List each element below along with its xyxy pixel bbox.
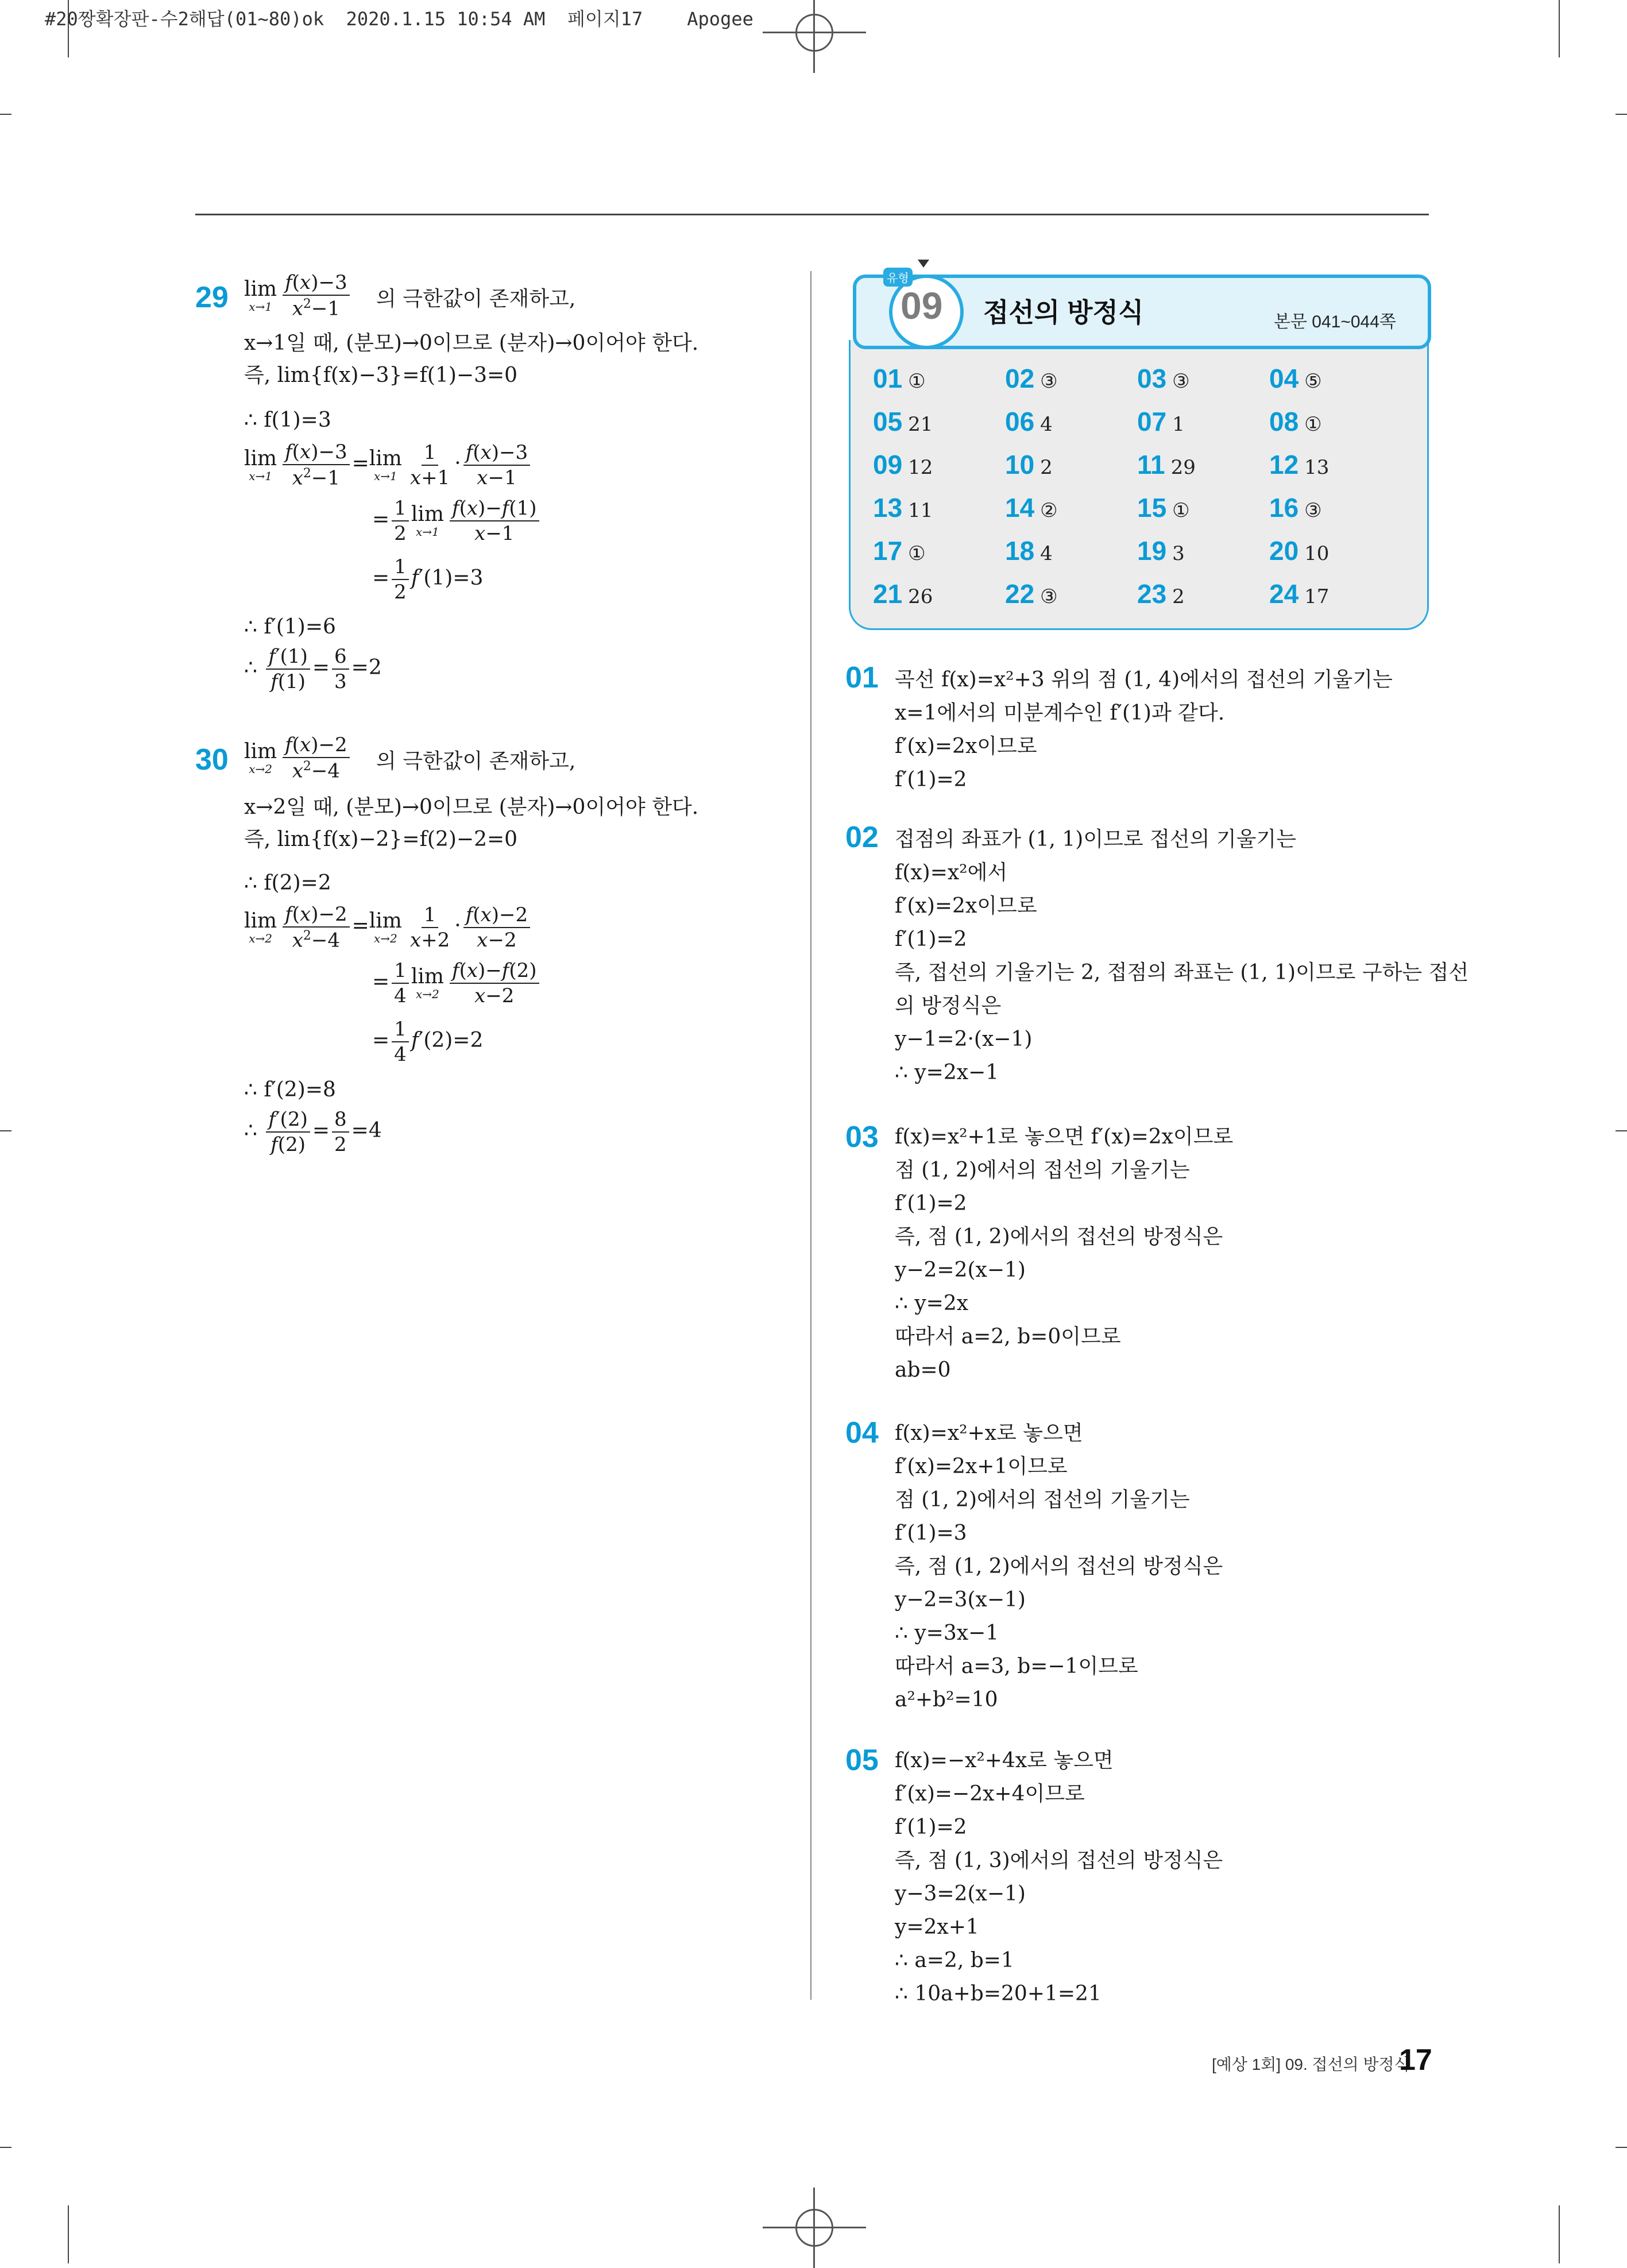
solution-line: ∴ y=2x−1	[895, 1061, 999, 1084]
column-divider	[810, 271, 811, 2000]
pin-icon	[918, 260, 929, 268]
problem-number: 29	[195, 281, 229, 314]
answer-item: 04 ⑤	[1269, 364, 1322, 393]
solution-line: 곡선 f(x)=x²+3 위의 점 (1, 4)에서의 접선의 기울기는	[895, 668, 1393, 691]
answer-item: 22 ③	[1005, 579, 1058, 609]
solution-line: ∴ f(1)=3	[244, 408, 331, 432]
print-slug: #20짱확장판-수2해답(01~80)ok 2020.1.15 10:54 AM 페이지17 Apogee	[45, 8, 753, 30]
solution-line: 즉, 점 (1, 2)에서의 접선의 방정식은	[895, 1555, 1223, 1578]
answer-item: 07 1	[1137, 407, 1185, 436]
solution-line: ∴ y=3x−1	[895, 1621, 999, 1645]
solution-line: y−2=2(x−1)	[895, 1258, 1026, 1282]
crop-mark	[0, 2147, 11, 2148]
solution-line: 즉, 점 (1, 2)에서의 접선의 방정식은	[895, 1225, 1223, 1249]
section-title: 접선의 방정식	[983, 297, 1144, 327]
solution-line: 점 (1, 2)에서의 접선의 기울기는	[895, 1158, 1190, 1182]
solution-line: f′(x)=2x이므로	[895, 894, 1037, 918]
limit-expression: = $\frac{1}{4}$ lim x→2 $\frac{f(x)-f(2)}{x-2}$	[372, 961, 542, 1006]
answer-item: 19 3	[1137, 536, 1185, 566]
registration-mark	[795, 2209, 833, 2247]
answer-item: 05 21	[873, 407, 933, 436]
ratio-expression: ∴ $\frac{f'(1)}{f(1)}$ = $\frac{6}{3}$ =2	[244, 645, 382, 693]
solution-line: ∴ y=2x	[895, 1292, 969, 1315]
solution-line: ∴ f(2)=2	[244, 871, 331, 895]
answer-item: 23 2	[1137, 579, 1185, 609]
answer-item: 09 12	[873, 450, 933, 480]
solution-line: f′(1)=2	[895, 1815, 967, 1839]
solution-line: f(x)=x²+1로 놓으면 f′(x)=2x이므로	[895, 1125, 1234, 1149]
section-number: 09	[901, 284, 943, 327]
answer-item: 01 ①	[873, 364, 926, 393]
limit-expression: = $\frac{1}{2}$ lim x→1 $\frac{f(x)-f(1)}{x-1}$	[372, 499, 542, 543]
ratio-result: =4	[351, 1119, 382, 1142]
crop-mark	[1616, 1130, 1627, 1131]
crop-mark	[68, 2205, 69, 2263]
solution-line: 즉, 점 (1, 3)에서의 접선의 방정식은	[895, 1849, 1223, 1872]
solution-line: y−1=2·(x−1)	[895, 1027, 1033, 1051]
top-rule	[195, 214, 1429, 215]
registration-mark	[795, 14, 833, 52]
crop-mark	[1559, 2205, 1560, 2263]
crop-mark	[1616, 114, 1627, 115]
section-page-ref: 본문 041~044쪽	[1274, 312, 1396, 331]
solution-line: ∴ 10a+b=20+1=21	[895, 1982, 1102, 2006]
solution-line: 즉, lim{f(x)−2}=f(2)−2=0	[244, 828, 518, 851]
solution-line: 의 극한값이 존재하고,	[376, 287, 576, 311]
solution-line: f(x)=x²+x로 놓으면	[895, 1421, 1083, 1445]
solution-line: ∴ a=2, b=1	[895, 1949, 1014, 1972]
limit-expression: lim x→2 $\frac{f(x)-2}{x^2-4}$	[244, 735, 352, 781]
crop-mark	[1616, 2147, 1627, 2148]
solution-line: 즉, 접선의 기울기는 2, 접점의 좌표는 (1, 1)이므로 구하는 접선	[895, 961, 1469, 984]
limit-expression: = $\frac{1}{4}$ f′(2)=2	[372, 1018, 484, 1066]
solution-line: 따라서 a=2, b=0이므로	[895, 1325, 1121, 1349]
answer-item: 10 2	[1005, 450, 1053, 480]
solution-line: f′(1)=2	[895, 768, 967, 791]
solution-line: x→1일 때, (분모)→0이므로 (분자)→0이어야 한다.	[244, 331, 699, 355]
answer-item: 13 11	[873, 493, 933, 523]
solution-line: f(x)=x²에서	[895, 861, 1008, 884]
answer-item: 20 10	[1269, 536, 1330, 566]
problem-number: 04	[845, 1416, 879, 1450]
answer-item: 15 ①	[1137, 493, 1190, 523]
answer-item: 02 ③	[1005, 364, 1058, 393]
ratio-result: =2	[351, 656, 382, 679]
answer-item: 16 ③	[1269, 493, 1322, 523]
answer-item: 17 ①	[873, 536, 926, 566]
solution-line: y−3=2(x−1)	[895, 1882, 1026, 1906]
solution-line: f′(1)=2	[895, 928, 967, 951]
solution-line: 의 극한값이 존재하고,	[376, 749, 576, 773]
solution-line: 즉, lim{f(x)−3}=f(1)−3=0	[244, 364, 518, 387]
solution-line: 따라서 a=3, b=−1이므로	[895, 1655, 1138, 1678]
answer-item: 12 13	[1269, 450, 1330, 480]
crop-mark	[1559, 0, 1560, 57]
section-tag: 유형	[883, 268, 913, 287]
answer-item: 03 ③	[1137, 364, 1190, 393]
answer-item: 18 4	[1005, 536, 1053, 566]
answer-item: 21 26	[873, 579, 933, 609]
problem-number: 05	[845, 1744, 879, 1777]
solution-line: ab=0	[895, 1358, 951, 1382]
problem-number: 30	[195, 743, 229, 776]
ratio-expression: ∴ $\frac{f'(2)}{f(2)}$ = $\frac{8}{2}$ =4	[244, 1108, 382, 1156]
problem-number: 03	[845, 1121, 879, 1154]
page-number: 17	[1399, 2043, 1432, 2077]
solution-line: a²+b²=10	[895, 1688, 998, 1711]
limit-expression: lim x→2 $\frac{f(x)-2}{x^2-4}$ = lim x→2 $\frac{1}{x+2}$ · $\frac{f(x)-2}{x-2}$	[244, 905, 532, 950]
answer-item: 08 ①	[1269, 407, 1322, 436]
limit-expression: = $\frac{1}{2}$ f′(1)=3	[372, 555, 484, 604]
footer-label: [예상 1회] 09. 접선의 방정식	[1212, 2056, 1410, 2073]
problem-number: 02	[845, 821, 879, 854]
solution-line: ∴ f′(2)=8	[244, 1078, 336, 1102]
solution-line: f′(x)=−2x+4이므로	[895, 1782, 1085, 1806]
solution-line: ∴ f′(1)=6	[244, 615, 336, 639]
solution-line: y−2=3(x−1)	[895, 1588, 1026, 1612]
answer-item: 11 29	[1137, 450, 1196, 480]
solution-line: 의 방정식은	[895, 994, 1002, 1018]
answer-item: 24 17	[1269, 579, 1330, 609]
solution-line: x→2일 때, (분모)→0이므로 (분자)→0이어야 한다.	[244, 795, 699, 819]
limit-expression: lim x→1 $\frac{f(x)-3}{x^2-1}$ = lim x→1 $\frac{1}{x+1}$ · $\frac{f(x)-3}{x-1}$	[244, 442, 532, 488]
crop-mark	[0, 114, 11, 115]
solution-line: x=1에서의 미분계수인 f′(1)과 같다.	[895, 701, 1225, 725]
solution-line: f′(1)=3	[895, 1521, 967, 1545]
answer-item: 14 ②	[1005, 493, 1058, 523]
solution-line: f′(x)=2x이므로	[895, 735, 1037, 758]
solution-line: y=2x+1	[895, 1915, 979, 1939]
answer-item: 06 4	[1005, 407, 1053, 436]
solution-line: f′(1)=2	[895, 1192, 967, 1215]
crop-mark	[0, 1130, 11, 1131]
solution-line: f(x)=−x²+4x로 놓으면	[895, 1749, 1114, 1772]
solution-line: 점 (1, 2)에서의 접선의 기울기는	[895, 1488, 1190, 1512]
solution-line: f′(x)=2x+1이므로	[895, 1455, 1068, 1478]
limit-expression: lim x→1 $\frac{f(x)-3}{x^2-1}$	[244, 273, 352, 318]
solution-line: 접점의 좌표가 (1, 1)이므로 접선의 기울기는	[895, 828, 1296, 851]
problem-number: 01	[845, 661, 879, 694]
